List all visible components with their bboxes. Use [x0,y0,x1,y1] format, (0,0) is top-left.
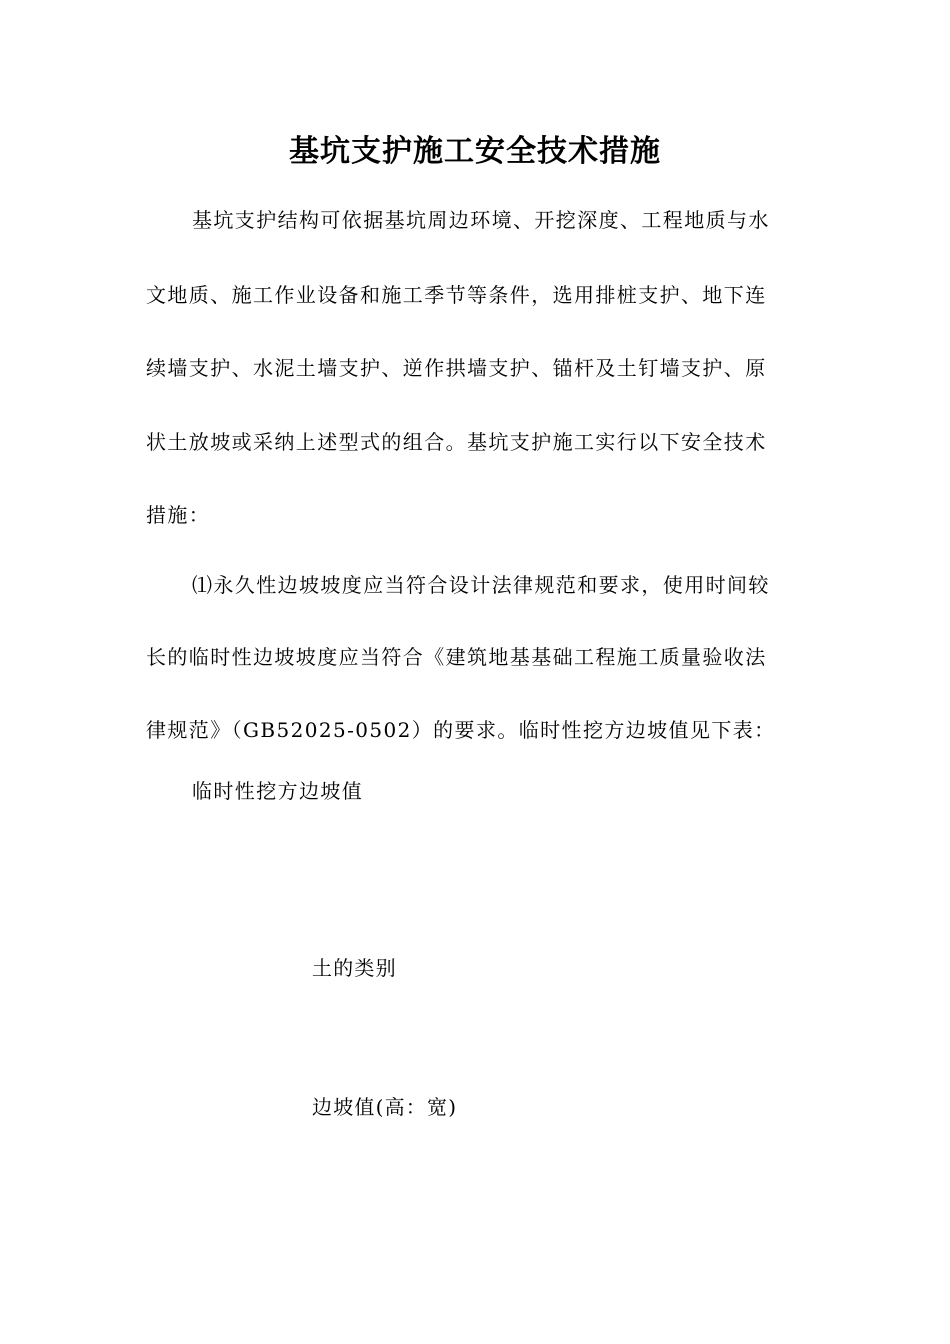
paragraph-2-line-3: 律规范》（GB52025-0502）的要求。临时性挖方边坡值见下表： [146,718,776,742]
paragraph-1-line-3: 续墙支护、水泥土墙支护、逆作拱墙支护、锚杆及土钉墙支护、原 [146,356,767,380]
table-header-soil-type: 土的类别 [312,956,397,980]
paragraph-1-line-2: 文地质、施工作业设备和施工季节等条件，选用排桩支护、地下连 [146,283,767,307]
paragraph-2-line-2: 长的临时性边坡坡度应当符合《建筑地基基础工程施工质量验收法 [146,645,767,669]
paragraph-2-line-1: ⑴永久性边坡坡度应当符合设计法律规范和要求，使用时间较 [192,573,770,597]
paragraph-1-line-4: 状土放坡或采纳上述型式的组合。基坑支护施工实行以下安全技术 [146,430,767,454]
table-caption: 临时性挖方边坡值 [192,779,364,803]
paragraph-1-line-1: 基坑支护结构可依据基坑周边环境、开挖深度、工程地质与水 [192,208,770,232]
paragraph-1-line-5: 措施： [146,503,211,527]
table-header-slope-value: 边坡值(高：宽) [312,1095,458,1119]
page-title: 基坑支护施工安全技术措施 [289,134,661,169]
